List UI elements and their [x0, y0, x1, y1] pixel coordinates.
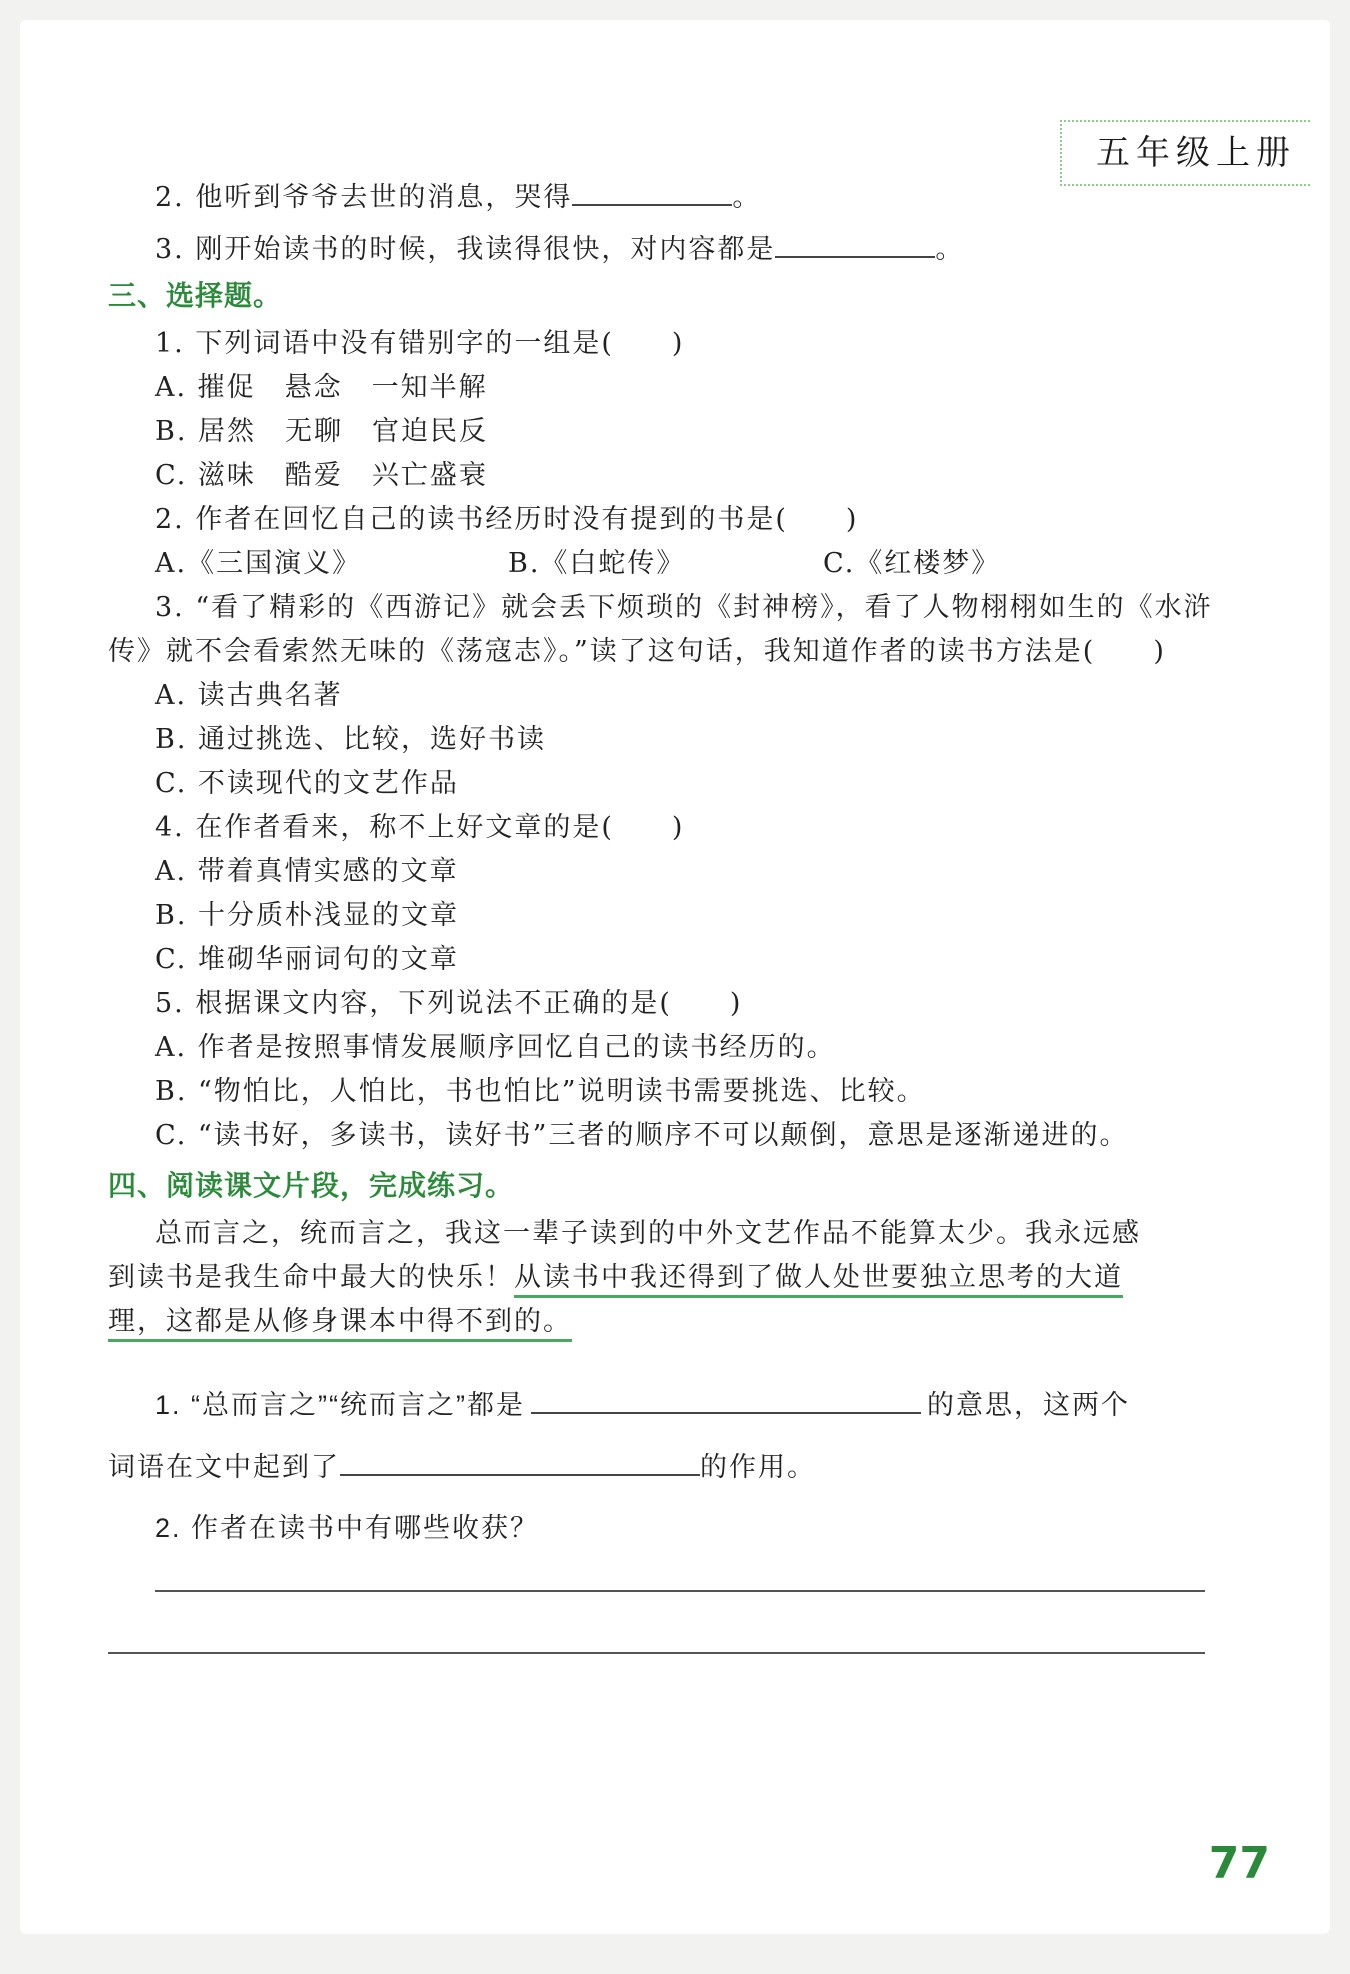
- passage-line-2: 到读书是我生命中最大的快乐！从读书中我还得到了做人处世要独立思考的大道: [108, 1260, 1123, 1296]
- option-b[interactable]: B.《白蛇传》: [508, 548, 686, 579]
- choice-question-4: 4. 在作者看来，称不上好文章的是( ): [155, 812, 685, 843]
- answer-line[interactable]: [155, 1590, 1205, 1592]
- underlined-sentence: 理，这都是从修身课本中得不到的。: [108, 1306, 572, 1342]
- choice-question-1: 1. 下列词语中没有错别字的一组是( ): [155, 328, 685, 359]
- answer-blank[interactable]: [775, 230, 935, 258]
- choice-question-2: 2. 作者在回忆自己的读书经历时没有提到的书是( ): [155, 504, 859, 535]
- option-c[interactable]: C.《红楼梦》: [823, 548, 1001, 579]
- answer-line[interactable]: [108, 1652, 1205, 1654]
- fill-question-2: 2. 他听到爷爷去世的消息，哭得 。: [155, 178, 761, 216]
- passage-line-3: [108, 1304, 572, 1340]
- option-c[interactable]: C. 不读现代的文艺作品: [155, 768, 459, 799]
- grade-label: 五年级上册: [1060, 120, 1310, 186]
- reading-question-1: 1. “总而言之”“统而言之”都是 的意思，这两个: [155, 1386, 1130, 1423]
- answer-blank[interactable]: [531, 1386, 921, 1414]
- option-c[interactable]: C. “读书好，多读书，读好书”三者的顺序不可以颠倒，意思是逐渐递进的。: [155, 1120, 1129, 1151]
- choice-question-3-line-2: 传》就不会看索然无味的《荡寇志》。”读了这句话，我知道作者的读书方法是( ): [108, 636, 1166, 667]
- fill-question-3: 3. 刚开始读书的时候，我读得很快，对内容都是 。: [155, 230, 964, 268]
- section-3-title: 三、选择题。: [108, 279, 283, 312]
- option-a[interactable]: A.《三国演义》: [155, 548, 362, 579]
- reading-question-1-line-2: 词语在文中起到了 的作用。: [108, 1448, 816, 1485]
- option-b[interactable]: B. 通过挑选、比较，选好书读: [155, 724, 547, 755]
- page-number: 77: [1208, 1838, 1270, 1889]
- answer-blank[interactable]: [340, 1448, 700, 1476]
- passage-line-1: 总而言之，统而言之，我这一辈子读到的中外文艺作品不能算太少。我永远感: [155, 1218, 1141, 1249]
- option-c[interactable]: C. 堆砌华丽词句的文章: [155, 944, 459, 975]
- answer-blank[interactable]: [572, 178, 732, 206]
- option-a[interactable]: A. 读古典名著: [155, 680, 343, 711]
- workbook-page: [20, 20, 1330, 1934]
- option-b[interactable]: B. 居然 无聊 官迫民反: [155, 416, 489, 447]
- option-b[interactable]: B. “物怕比，人怕比，书也怕比”说明读书需要挑选、比较。: [155, 1076, 926, 1107]
- option-a[interactable]: A. 摧促 悬念 一知半解: [155, 372, 488, 403]
- choice-question-3-line-1: 3. “看了精彩的《西游记》就会丢下烦琐的《封神榜》，看了人物栩栩如生的《水浒: [155, 592, 1213, 623]
- choice-question-5: 5. 根据课文内容，下列说法不正确的是( ): [155, 988, 743, 1019]
- underlined-sentence: 从读书中我还得到了做人处世要独立思考的大道: [514, 1262, 1123, 1298]
- section-4-title: 四、阅读课文片段，完成练习。: [108, 1169, 515, 1202]
- option-a[interactable]: A. 作者是按照事情发展顺序回忆自己的读书经历的。: [155, 1032, 836, 1063]
- option-a[interactable]: A. 带着真情实感的文章: [155, 856, 459, 887]
- option-c[interactable]: C. 滋味 酷爱 兴亡盛衰: [155, 460, 488, 491]
- reading-question-2: 2. 作者在读书中有哪些收获？: [155, 1513, 540, 1543]
- option-b[interactable]: B. 十分质朴浅显的文章: [155, 900, 460, 931]
